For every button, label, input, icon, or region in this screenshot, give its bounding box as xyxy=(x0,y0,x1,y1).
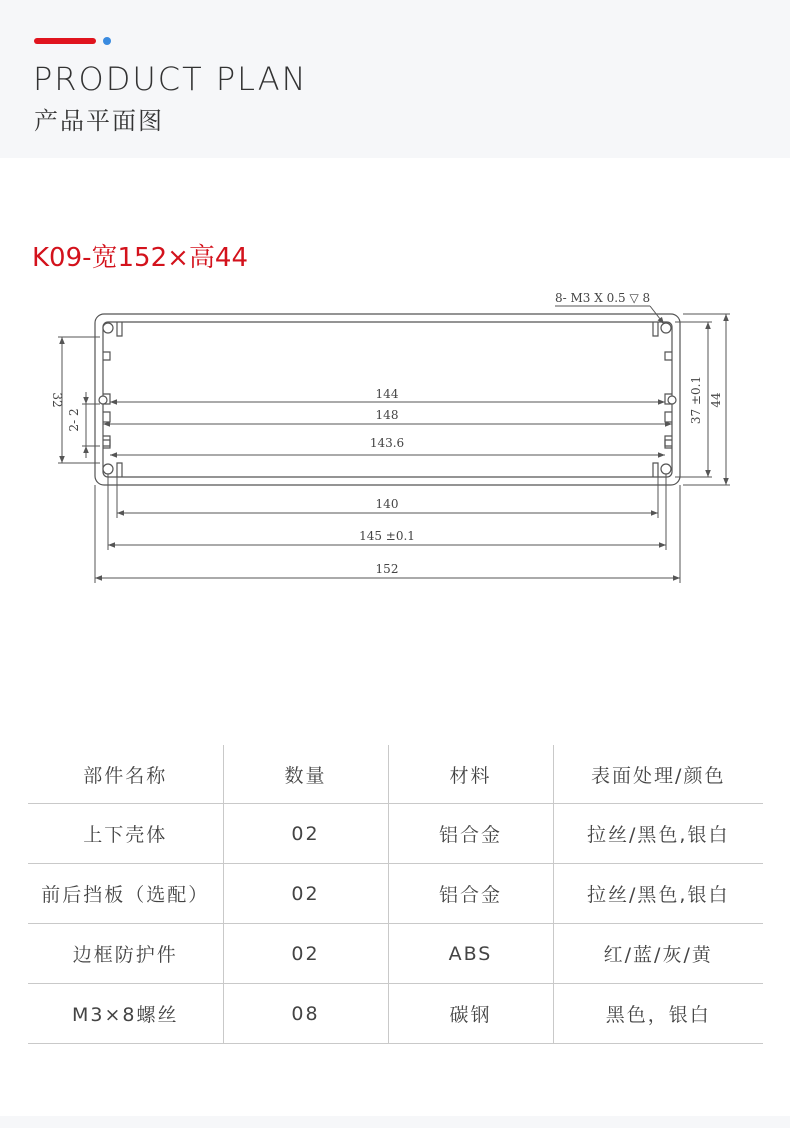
screw-hole xyxy=(661,323,671,333)
cell-part: 前后挡板（选配） xyxy=(28,864,223,924)
dim-37: 37 ±0.1 xyxy=(689,375,703,425)
col-header-material: 材料 xyxy=(388,745,553,804)
cell-qty: 02 xyxy=(223,864,388,924)
hole-callout xyxy=(555,291,664,324)
dim-143-6: 143.6 xyxy=(369,436,405,450)
col-header-qty: 数量 xyxy=(223,745,388,804)
cell-material: 碳钢 xyxy=(388,984,553,1044)
profile-drawing xyxy=(0,280,790,600)
vertical-dim-labels xyxy=(50,376,723,432)
cell-finish: 拉丝/黑色,银白 xyxy=(553,864,763,924)
parts-table xyxy=(28,745,763,1044)
hole-callout-text: 8- M3 X 0.5 ▽ 8 xyxy=(555,291,651,305)
dim-144: 144 xyxy=(375,387,399,401)
accent-bar xyxy=(34,38,96,44)
horizontal-dimensions xyxy=(95,402,680,583)
table-row xyxy=(28,864,763,924)
col-header-part: 部件名称 xyxy=(28,745,223,804)
col-header-finish: 表面处理/颜色 xyxy=(553,745,763,804)
horizontal-dim-labels xyxy=(359,387,415,576)
cell-qty: 02 xyxy=(223,924,388,984)
screw-hole xyxy=(103,323,113,333)
dim-140: 140 xyxy=(375,497,399,511)
dim-148: 148 xyxy=(375,408,399,422)
cell-part: M3×8螺丝 xyxy=(28,984,223,1044)
screw-hole xyxy=(99,396,107,404)
dim-32: 32 xyxy=(50,392,64,408)
model-label: K09-宽152×高44 xyxy=(32,243,249,273)
table-row xyxy=(28,984,763,1044)
accent-dot xyxy=(103,37,111,45)
table-row xyxy=(28,804,763,864)
dim-152: 152 xyxy=(375,562,399,576)
dim-44: 44 xyxy=(709,392,723,408)
cell-material: ABS xyxy=(388,924,553,984)
screw-hole xyxy=(668,396,676,404)
cell-finish: 黑色，银白 xyxy=(553,984,763,1044)
screw-hole xyxy=(661,464,671,474)
dim-145: 145 ±0.1 xyxy=(359,529,415,543)
cell-finish: 拉丝/黑色,银白 xyxy=(553,804,763,864)
footer-band xyxy=(0,1116,790,1128)
cell-material: 铝合金 xyxy=(388,804,553,864)
table-header-row xyxy=(28,745,763,804)
cell-part: 边框防护件 xyxy=(28,924,223,984)
section-title-en: PRODUCT PLAN xyxy=(33,60,308,98)
cell-part: 上下壳体 xyxy=(28,804,223,864)
cell-qty: 08 xyxy=(223,984,388,1044)
cell-finish: 红/蓝/灰/黄 xyxy=(553,924,763,984)
screw-hole xyxy=(103,464,113,474)
cell-material: 铝合金 xyxy=(388,864,553,924)
section-title-cn: 产品平面图 xyxy=(34,107,164,135)
table-row xyxy=(28,924,763,984)
cell-qty: 02 xyxy=(223,804,388,864)
dim-2-2: 2- 2 xyxy=(67,408,81,432)
